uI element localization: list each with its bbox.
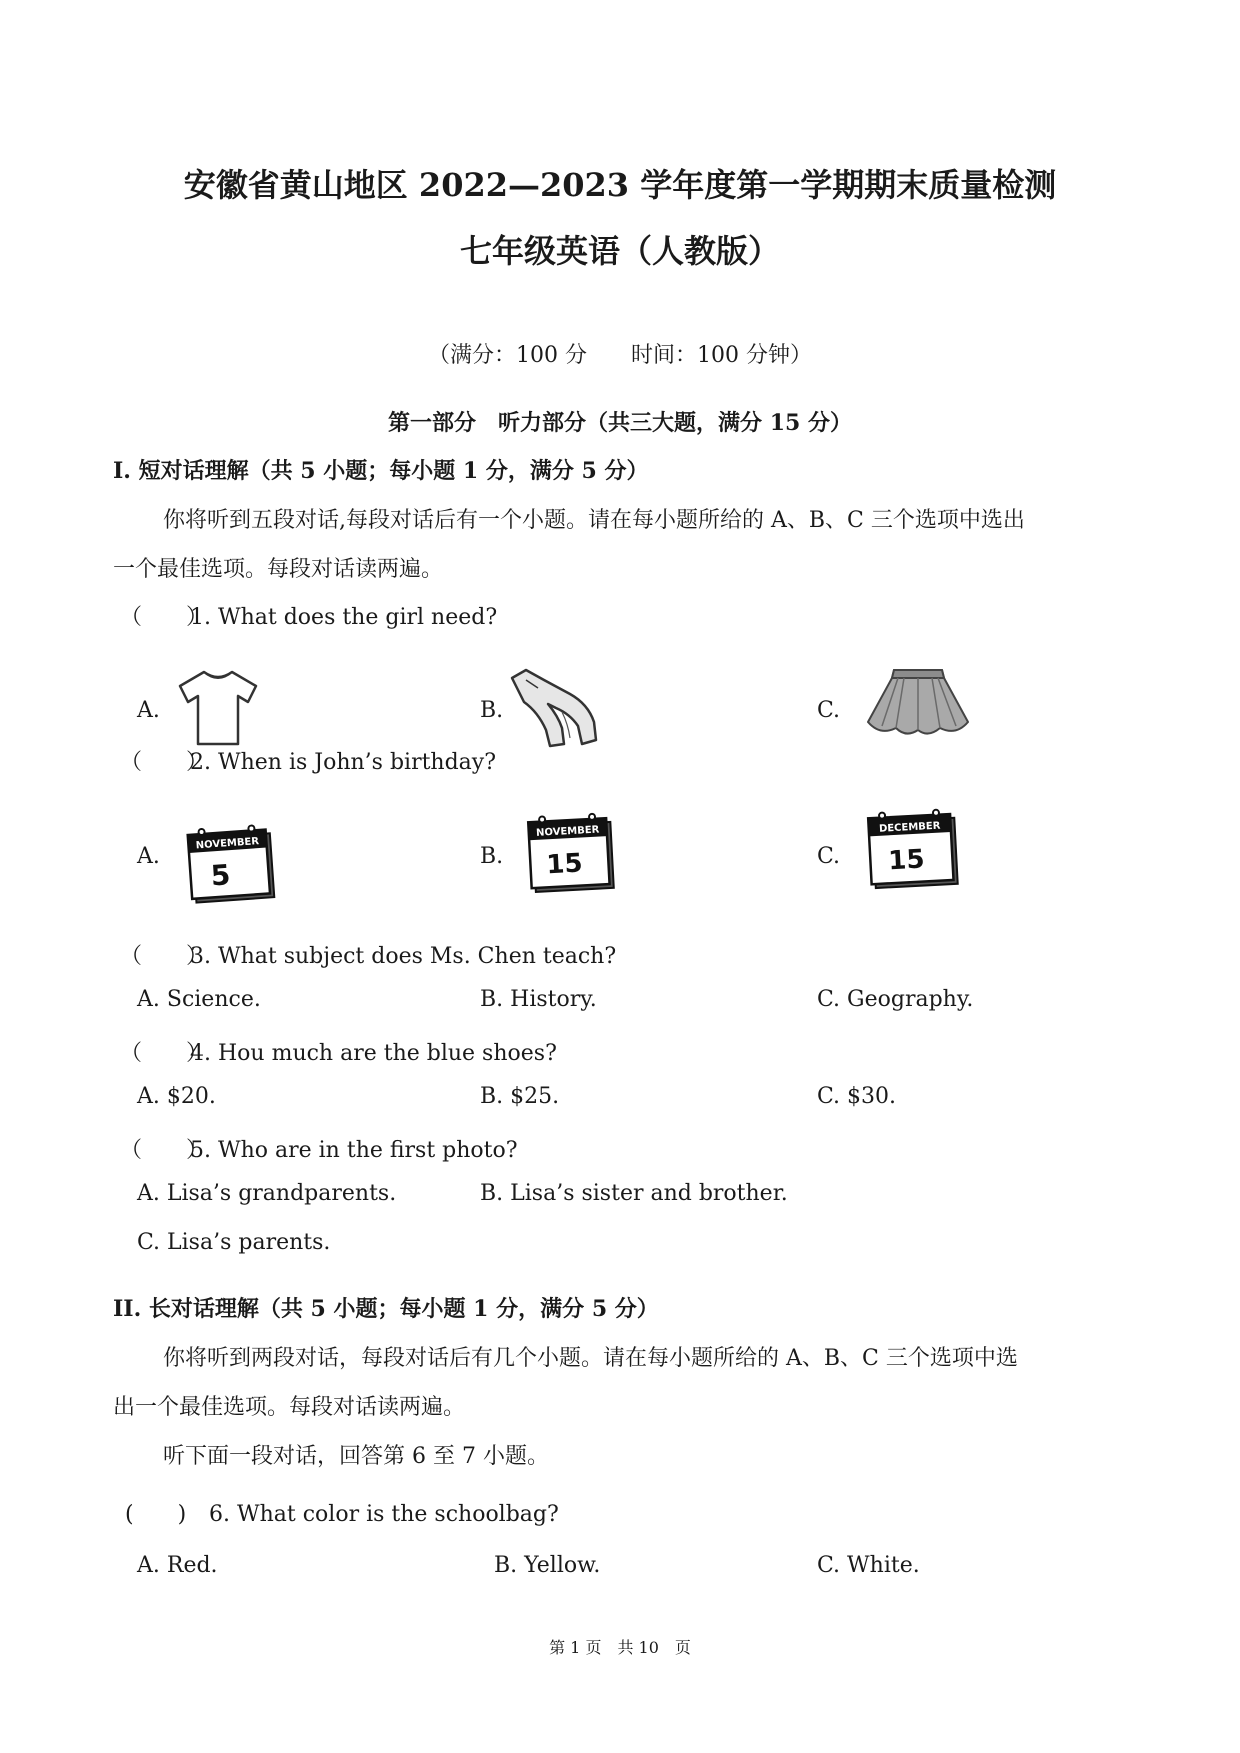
calendar-day: 15 bbox=[887, 844, 926, 877]
section-2-heading: II. 长对话理解（共 5 小题；每小题 1 分，满分 5 分） bbox=[113, 1296, 659, 1322]
q2-option-b-label: B. bbox=[480, 844, 504, 869]
answer-blank[interactable]: ( ) bbox=[125, 1502, 187, 1527]
q6-option-c: C. White. bbox=[817, 1553, 920, 1578]
q4-option-b: B. $25. bbox=[480, 1084, 560, 1109]
calendar-dec-15-icon bbox=[862, 808, 966, 896]
q2-option-c-label: C. bbox=[817, 844, 841, 869]
q3-option-b: B. History. bbox=[480, 987, 597, 1012]
calendar-day: 15 bbox=[545, 848, 584, 881]
question-5 bbox=[120, 1133, 518, 1164]
q6-option-a: A. Red. bbox=[137, 1553, 218, 1578]
question-3 bbox=[120, 939, 616, 970]
calendar-day: 5 bbox=[209, 858, 232, 893]
question-2 bbox=[120, 745, 496, 776]
q2-option-a-label: A. bbox=[137, 844, 160, 869]
exam-subtitle: 七年级英语（人教版） bbox=[459, 232, 780, 270]
question-text: 6. What color is the schoolbag? bbox=[209, 1502, 559, 1527]
question-6 bbox=[125, 1497, 559, 1528]
t-shirt-icon bbox=[176, 668, 260, 748]
q5-option-b: B. Lisa’s sister and brother. bbox=[480, 1181, 788, 1206]
answer-blank[interactable]: （ ） bbox=[120, 605, 209, 630]
pants-icon bbox=[508, 668, 600, 748]
answer-blank[interactable]: （ ） bbox=[120, 1138, 209, 1163]
calendar-month: NOVEMBER bbox=[195, 836, 260, 852]
section-2-instruction-line2: 出一个最佳选项。每段对话读两遍。 bbox=[113, 1395, 466, 1420]
section-1-heading: I. 短对话理解（共 5 小题；每小题 1 分，满分 5 分） bbox=[113, 458, 649, 484]
exam-info: （满分：100 分 时间：100 分钟） bbox=[428, 343, 812, 368]
question-4 bbox=[120, 1036, 557, 1067]
skirt-icon bbox=[864, 666, 972, 740]
calendar-month: NOVEMBER bbox=[535, 824, 600, 839]
question-1 bbox=[120, 600, 497, 631]
q4-option-c: C. $30. bbox=[817, 1084, 897, 1109]
calendar-nov-5-icon bbox=[182, 824, 282, 908]
q6-option-b: B. Yellow. bbox=[494, 1553, 601, 1578]
question-text: 3. What subject does Ms. Chen teach? bbox=[190, 944, 617, 969]
part-title: 第一部分 听力部分（共三大题，满分 15 分） bbox=[388, 410, 852, 436]
q1-option-b-label: B. bbox=[480, 698, 504, 723]
exam-title: 安徽省黄山地区 2022—2023 学年度第一学期期末质量检测 bbox=[183, 166, 1057, 204]
q3-option-c: C. Geography. bbox=[817, 987, 974, 1012]
calendar-nov-15-icon bbox=[522, 812, 622, 898]
answer-blank[interactable]: （ ） bbox=[120, 750, 209, 775]
q1-option-a-label: A. bbox=[137, 698, 160, 723]
answer-blank[interactable]: （ ） bbox=[120, 944, 209, 969]
q1-option-c-label: C. bbox=[817, 698, 841, 723]
question-text: 1. What does the girl need? bbox=[190, 605, 498, 630]
section-1-instruction-line2: 一个最佳选项。每段对话读两遍。 bbox=[113, 557, 444, 582]
section-2-sub-instruction: 听下面一段对话，回答第 6 至 7 小题。 bbox=[163, 1444, 549, 1469]
page-footer: 第 1 页 共 10 页 bbox=[549, 1638, 691, 1657]
calendar-month: DECEMBER bbox=[878, 820, 941, 835]
q4-option-a: A. $20. bbox=[137, 1084, 216, 1109]
section-2-instruction-line1: 你将听到两段对话，每段对话后有几个小题。请在每小题所给的 A、B、C 三个选项中选 bbox=[163, 1346, 1018, 1371]
section-1-instruction-line1: 你将听到五段对话,每段对话后有一个小题。请在每小题所给的 A、B、C 三个选项中选出 bbox=[163, 508, 1025, 533]
question-text: 4. Hou much are the blue shoes? bbox=[190, 1041, 557, 1066]
answer-blank[interactable]: （ ） bbox=[120, 1041, 209, 1066]
q5-option-c: C. Lisa’s parents. bbox=[137, 1230, 331, 1255]
q3-option-a: A. Science. bbox=[137, 987, 261, 1012]
q5-option-a: A. Lisa’s grandparents. bbox=[137, 1181, 397, 1206]
question-text: 2. When is John’s birthday? bbox=[190, 750, 497, 775]
question-text: 5. Who are in the first photo? bbox=[190, 1138, 518, 1163]
